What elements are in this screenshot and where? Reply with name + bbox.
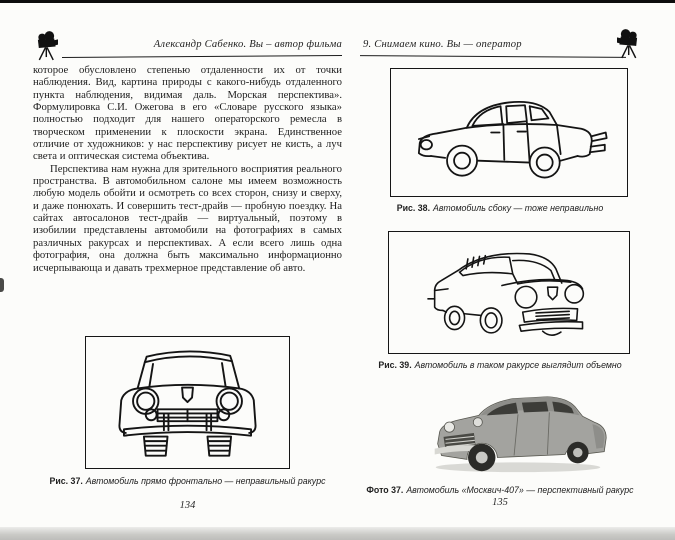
figure-38-car-side-sketch — [401, 76, 617, 189]
paragraph: Перспектива нам нужна для зрительного восприятия реального пространства. В автомобильном салоне мы имеем возможность любую модель обойти и осмотреть со всех сторон, снизу и сверху, и даже понюхать. И совершить тест-драйв — пробную поездку. На сайтах автосалонов тест-драйв — виртуальный, поэтому в изобилии представлены автомобили на фотографиях в самых различных ракурсах и перспективах. А если всего лишь одна фотография, она должна быть максимально информационно исчерпывающа и давать трехмерное представление об авто. — [33, 162, 342, 274]
figure-39-caption-label: Рис. 39. — [378, 360, 412, 370]
photo-37-caption-text: Автомобиль «Москвич-407» — перспективный ракурс — [406, 485, 634, 495]
figure-38-caption-label: Рис. 38. — [396, 203, 431, 213]
running-header-left: Александр Сабенко. Вы – автор фильма — [153, 39, 342, 50]
page-number-right: 135 — [492, 497, 508, 508]
photo-37-caption-label: Фото 37. — [366, 485, 404, 495]
figure-39-car-three-quarter-sketch — [399, 239, 619, 347]
figure-37-caption — [33, 476, 342, 486]
figure-37-car-front-sketch — [95, 344, 280, 462]
paragraph: которое обусловлено степенью отдаленности их от точки наблюдения. Вид, картина природы с какого-нибудь отдаленного пункта наблюдения, видимая даль. Морская перспектива». Формулировка С.И. Ожегова в его «Словаре русского языка» полностью подходит для нашего операторского ремесла в творческом применении к плоскости экрана. Единственное отличие от художников: у нас перспективу рисует не кисть, а луч света и оптическая система объектива. — [33, 64, 342, 163]
header-rule-left — [62, 55, 342, 58]
photo-37-car-photo — [418, 383, 618, 481]
figure-39-caption — [356, 360, 644, 370]
photo-37-caption — [354, 485, 646, 495]
scan-artifact — [0, 278, 4, 292]
scan-bottom-shadow — [0, 527, 675, 540]
page-number-left: 134 — [179, 500, 196, 511]
header-rule-right — [360, 55, 626, 58]
body-text — [33, 64, 342, 274]
movie-camera-icon — [35, 31, 58, 62]
running-header-right: 9. Снимаем кино. Вы — оператор — [363, 39, 522, 50]
photo-37-image — [418, 383, 618, 481]
figure-37-caption-label: Рис. 37. — [49, 476, 83, 486]
figure-37-caption-text: Автомобиль прямо фронтально — неправильный ракурс — [85, 476, 326, 486]
figure-38-caption — [358, 203, 642, 213]
figure-38-frame — [390, 68, 628, 197]
figure-39-caption-text: Автомобиль в таком ракурсе выглядит объемно — [414, 360, 622, 370]
movie-camera-icon — [617, 29, 640, 60]
figure-39-frame — [388, 231, 630, 354]
figure-38-caption-text: Автомобиль сбоку — тоже неправильно — [433, 203, 604, 213]
scan-top-edge — [0, 0, 675, 3]
figure-37-frame — [85, 336, 290, 469]
